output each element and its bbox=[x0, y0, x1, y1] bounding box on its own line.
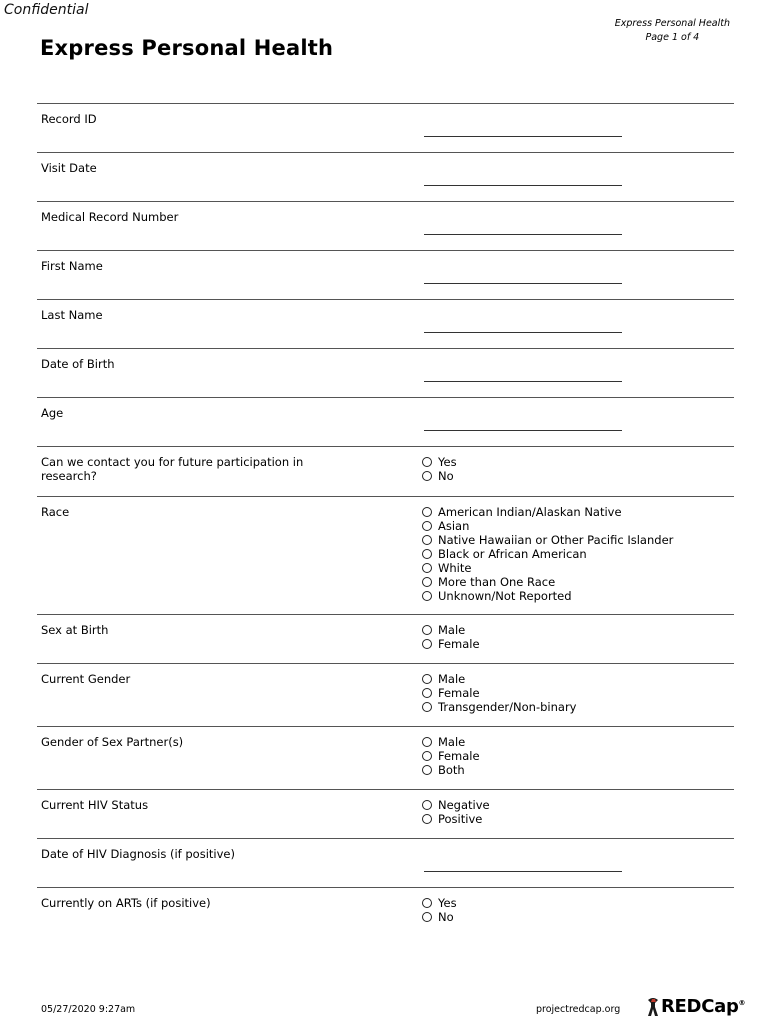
radio-option[interactable] bbox=[422, 547, 673, 561]
radio-circle-icon[interactable] bbox=[422, 814, 432, 824]
text-entry-line[interactable] bbox=[424, 871, 622, 872]
radio-circle-icon[interactable] bbox=[422, 549, 432, 559]
field-row bbox=[37, 446, 734, 496]
field-label: Current HIV Status bbox=[41, 798, 149, 812]
text-entry-line[interactable] bbox=[424, 234, 622, 235]
radio-circle-icon[interactable] bbox=[422, 507, 432, 517]
radio-option[interactable] bbox=[422, 896, 457, 910]
field-label: Can we contact you for future participation in research? bbox=[41, 455, 304, 483]
footer-timestamp: 05/27/2020 9:27am bbox=[41, 1004, 136, 1015]
project-name: Express Personal Health bbox=[614, 18, 730, 29]
radio-option[interactable] bbox=[422, 519, 673, 533]
text-entry-line[interactable] bbox=[424, 381, 622, 382]
radio-circle-icon[interactable] bbox=[422, 457, 432, 467]
radio-circle-icon[interactable] bbox=[422, 535, 432, 545]
radio-option-label: American Indian/Alaskan Native bbox=[438, 505, 622, 519]
radio-group bbox=[422, 672, 576, 714]
radio-option-label: Female bbox=[438, 749, 480, 763]
field-row bbox=[37, 397, 734, 446]
field-row bbox=[37, 614, 734, 663]
radio-option-label: Positive bbox=[438, 812, 483, 826]
text-entry-line[interactable] bbox=[424, 332, 622, 333]
field-label: Sex at Birth bbox=[41, 623, 109, 637]
redcap-logo bbox=[645, 996, 745, 1017]
radio-option[interactable] bbox=[422, 589, 673, 603]
radio-option[interactable] bbox=[422, 505, 673, 519]
field-label: Medical Record Number bbox=[41, 210, 179, 224]
radio-option-label: Female bbox=[438, 637, 480, 651]
radio-option[interactable] bbox=[422, 455, 457, 469]
form-title: Express Personal Health bbox=[40, 36, 334, 60]
radio-option[interactable] bbox=[422, 561, 673, 575]
radio-circle-icon[interactable] bbox=[422, 471, 432, 481]
radio-option[interactable] bbox=[422, 735, 480, 749]
text-entry-line[interactable] bbox=[424, 185, 622, 186]
radio-circle-icon[interactable] bbox=[422, 898, 432, 908]
radio-circle-icon[interactable] bbox=[422, 765, 432, 775]
text-entry-line[interactable] bbox=[424, 283, 622, 284]
field-row bbox=[37, 201, 734, 250]
radio-option-label: Asian bbox=[438, 519, 470, 533]
radio-circle-icon[interactable] bbox=[422, 702, 432, 712]
radio-circle-icon[interactable] bbox=[422, 737, 432, 747]
radio-option-label: Male bbox=[438, 735, 466, 749]
field-row bbox=[37, 789, 734, 838]
field-label: Current Gender bbox=[41, 672, 131, 686]
radio-circle-icon[interactable] bbox=[422, 912, 432, 922]
radio-group bbox=[422, 735, 480, 777]
radio-option[interactable] bbox=[422, 763, 480, 777]
radio-circle-icon[interactable] bbox=[422, 639, 432, 649]
field-label: Currently on ARTs (if positive) bbox=[41, 896, 211, 910]
radio-option[interactable] bbox=[422, 700, 576, 714]
field-label: First Name bbox=[41, 259, 103, 273]
radio-circle-icon[interactable] bbox=[422, 688, 432, 698]
form-body bbox=[37, 103, 734, 936]
radio-option[interactable] bbox=[422, 686, 576, 700]
field-label: Visit Date bbox=[41, 161, 97, 175]
radio-group bbox=[422, 798, 490, 826]
radio-option[interactable] bbox=[422, 672, 576, 686]
radio-option-label: Negative bbox=[438, 798, 490, 812]
radio-option-label: Male bbox=[438, 672, 466, 686]
radio-option-label: Female bbox=[438, 686, 480, 700]
radio-option-label: Native Hawaiian or Other Pacific Islander bbox=[438, 533, 674, 547]
field-row bbox=[37, 838, 734, 887]
footer-url[interactable]: projectredcap.org bbox=[536, 1004, 621, 1015]
radio-option[interactable] bbox=[422, 910, 457, 924]
radio-circle-icon[interactable] bbox=[422, 800, 432, 810]
field-row bbox=[37, 887, 734, 936]
radio-option-label: Unknown/Not Reported bbox=[438, 589, 572, 603]
radio-circle-icon[interactable] bbox=[422, 674, 432, 684]
radio-option-label: Yes bbox=[438, 455, 457, 469]
radio-circle-icon[interactable] bbox=[422, 625, 432, 635]
radio-option[interactable] bbox=[422, 637, 480, 651]
redcap-logo-icon bbox=[645, 997, 661, 1017]
radio-circle-icon[interactable] bbox=[422, 591, 432, 601]
field-row bbox=[37, 152, 734, 201]
field-row bbox=[37, 103, 734, 152]
field-row bbox=[37, 250, 734, 299]
radio-group bbox=[422, 455, 457, 483]
radio-group bbox=[422, 896, 457, 924]
radio-option[interactable] bbox=[422, 623, 480, 637]
radio-option[interactable] bbox=[422, 749, 480, 763]
radio-option-label: No bbox=[438, 469, 454, 483]
radio-option[interactable] bbox=[422, 798, 490, 812]
radio-option-label: Transgender/Non-binary bbox=[438, 700, 577, 714]
radio-option-label: Both bbox=[438, 763, 465, 777]
radio-option[interactable] bbox=[422, 812, 490, 826]
radio-circle-icon[interactable] bbox=[422, 521, 432, 531]
radio-option-label: White bbox=[438, 561, 472, 575]
field-row bbox=[37, 726, 734, 789]
field-label: Race bbox=[41, 505, 70, 519]
page-header-info bbox=[615, 17, 730, 45]
radio-option-label: Black or African American bbox=[438, 547, 587, 561]
radio-option-label: Male bbox=[438, 623, 466, 637]
radio-option[interactable] bbox=[422, 575, 673, 589]
field-row bbox=[37, 348, 734, 397]
field-row bbox=[37, 299, 734, 348]
confidential-label: Confidential bbox=[4, 2, 89, 18]
field-label: Date of Birth bbox=[41, 357, 115, 371]
radio-option[interactable] bbox=[422, 533, 673, 547]
radio-group bbox=[422, 505, 673, 603]
radio-circle-icon[interactable] bbox=[422, 577, 432, 587]
radio-option-label: No bbox=[438, 910, 454, 924]
radio-circle-icon[interactable] bbox=[422, 563, 432, 573]
field-label: Record ID bbox=[41, 112, 97, 126]
redcap-logo-text: REDCap® bbox=[661, 996, 746, 1017]
radio-circle-icon[interactable] bbox=[422, 751, 432, 761]
text-entry-line[interactable] bbox=[424, 430, 622, 431]
field-row bbox=[37, 663, 734, 726]
radio-option-label: More than One Race bbox=[438, 575, 556, 589]
field-label: Date of HIV Diagnosis (if positive) bbox=[41, 847, 235, 861]
field-label: Age bbox=[41, 406, 64, 420]
field-row bbox=[37, 496, 734, 614]
radio-option[interactable] bbox=[422, 469, 457, 483]
field-label: Last Name bbox=[41, 308, 103, 322]
text-entry-line[interactable] bbox=[424, 136, 622, 137]
radio-option-label: Yes bbox=[438, 896, 457, 910]
page-number: Page 1 of 4 bbox=[645, 32, 700, 43]
field-label: Gender of Sex Partner(s) bbox=[41, 735, 184, 749]
radio-group bbox=[422, 623, 480, 651]
